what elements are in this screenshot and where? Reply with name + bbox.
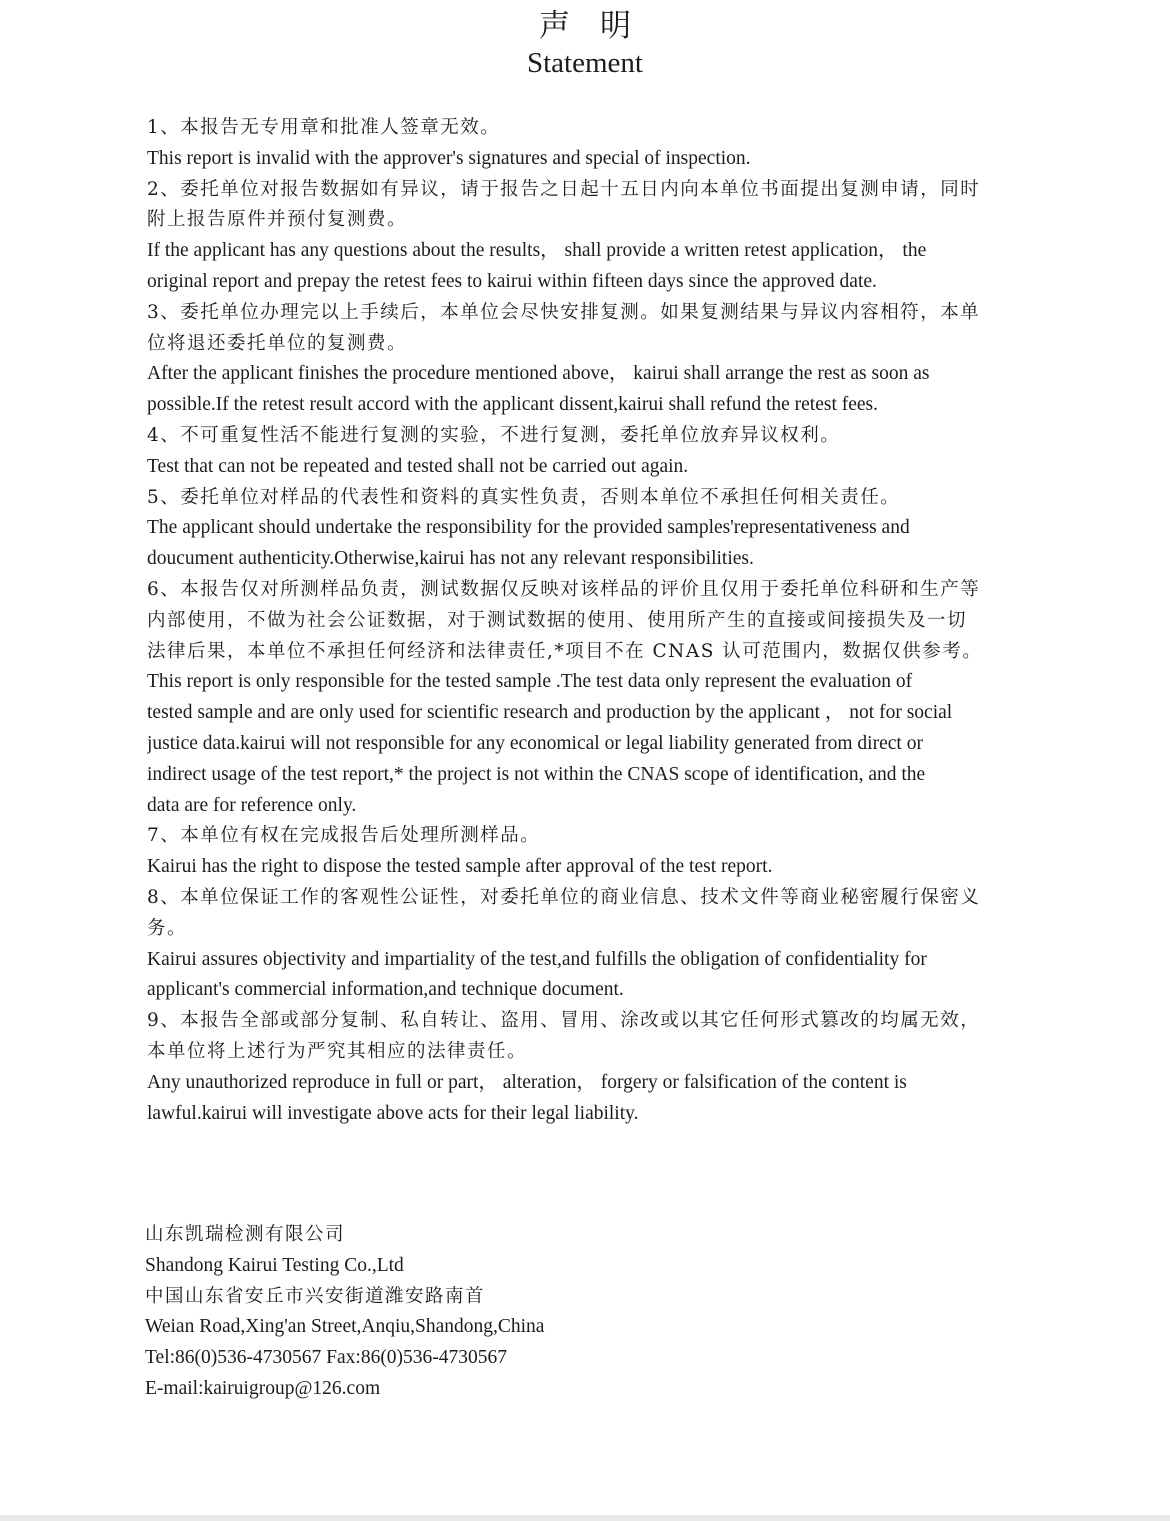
statement-line: Kairui has the right to dispose the tested sample after approval of the test report. (147, 856, 773, 878)
statement-line: original report and prepay the retest fees to kairui within fifteen days since the approved date. (147, 270, 877, 292)
statement-line: 7、本单位有权在完成报告后处理所测样品。 (147, 825, 541, 847)
statement-line: 务。 (147, 917, 188, 939)
statement-line: data are for reference only. (147, 794, 357, 816)
statement-line: indirect usage of the test report,* the project is not within the CNAS scope of identification, and the (147, 763, 926, 785)
statement-line: justice data.kairui will not responsible for any economical or legal liability generated from direct or (147, 732, 923, 754)
statement-line: 2、委托单位对报告数据如有异议，请于报告之日起十五日内向本单位书面提出复测申请，同时 (147, 178, 981, 200)
statement-line: Kairui assures objectivity and impartiality of the test,and fulfills the obligation of confidentiality for (147, 948, 927, 970)
statement-line: possible.If the retest result accord with the applicant dissent,kairui shall refund the retest fees. (147, 394, 879, 416)
statement-line: After the applicant finishes the procedure mentioned above， kairui shall arrange the rest as soon as (147, 363, 930, 385)
statement-line: 附上报告原件并预付复测费。 (147, 209, 408, 231)
company-address-cn: 中国山东省安丘市兴安街道潍安路南首 (145, 1285, 486, 1307)
statement-line: 本单位将上述行为严究其相应的法律责任。 (147, 1040, 528, 1062)
statement-line: 9、本报告全部或部分复制、私自转让、盗用、冒用、涂改或以其它任何形式篡改的均属无效， (147, 1010, 981, 1032)
statement-line: 3、委托单位办理完以上手续后，本单位会尽快安排复测。如果复测结果与异议内容相符，本单 (147, 301, 981, 323)
page-title-cn: 声明 (539, 8, 661, 44)
statement-line: 内部使用，不做为社会公证数据，对于测试数据的使用、使用所产生的直接或间接损失及一切 (147, 609, 968, 631)
page-title-en: Statement (527, 47, 643, 79)
statement-line: 1、本报告无专用章和批准人签章无效。 (147, 117, 501, 138)
statement-line: 法律后果，本单位不承担任何经济和法律责任,*项目不在 CNAS 认可范围内，数据仅供参考。 (147, 640, 983, 662)
statement-line: 6、本报告仅对所测样品负责，测试数据仅反映对该样品的评价且仅用于委托单位科研和生产等 (147, 578, 981, 600)
company-name-en: Shandong Kairui Testing Co.,Ltd (145, 1254, 404, 1276)
statement-line: doucument authenticity.Otherwise,kairui has not any relevant responsibilities. (147, 548, 754, 570)
statement-line: 8、本单位保证工作的客观性公证性，对委托单位的商业信息、技术文件等商业秘密履行保密义 (147, 886, 981, 908)
bottom-divider (0, 1515, 1170, 1521)
company-contact-block (145, 1220, 845, 1405)
company-phone-fax: Tel:86(0)536-4730567 Fax:86(0)536-4730567 (145, 1347, 508, 1369)
statement-line: This report is only responsible for the tested sample .The test data only represent the evaluation of (147, 671, 913, 693)
statement-line: 位将退还委托单位的复测费。 (147, 332, 408, 354)
statement-line: lawful.kairui will investigate above acts for their legal liability. (147, 1102, 639, 1124)
statement-line: tested sample and are only used for scientific research and production by the applicant ， not for social (147, 702, 953, 724)
company-address-en: Weian Road,Xing'an Street,Anqiu,Shandong,China (145, 1316, 545, 1338)
statement-line: 5、委托单位对样品的代表性和资料的真实性负责，否则本单位不承担任何相关责任。 (147, 486, 901, 508)
statement-line: This report is invalid with the approver's signatures and special of inspection. (147, 147, 751, 169)
statement-line: Test that can not be repeated and tested shall not be carried out again. (147, 455, 689, 477)
statement-line: The applicant should undertake the responsibility for the provided samples'representativeness and (147, 517, 910, 539)
statement-body (147, 113, 1040, 1129)
company-email: E-mail:kairuigroup@126.com (145, 1377, 381, 1399)
statement-line: applicant's commercial information,and technique document. (147, 979, 624, 1001)
company-name-cn: 山东凯瑞检测有限公司 (145, 1224, 346, 1245)
statement-line: Any unauthorized reproduce in full or part， alteration， forgery or falsification of the content is (147, 1071, 907, 1093)
statement-line: 4、不可重复性活不能进行复测的实验，不进行复测，委托单位放弃异议权利。 (147, 424, 841, 446)
statement-line: If the applicant has any questions about the results， shall provide a written retest application， the (147, 240, 927, 262)
